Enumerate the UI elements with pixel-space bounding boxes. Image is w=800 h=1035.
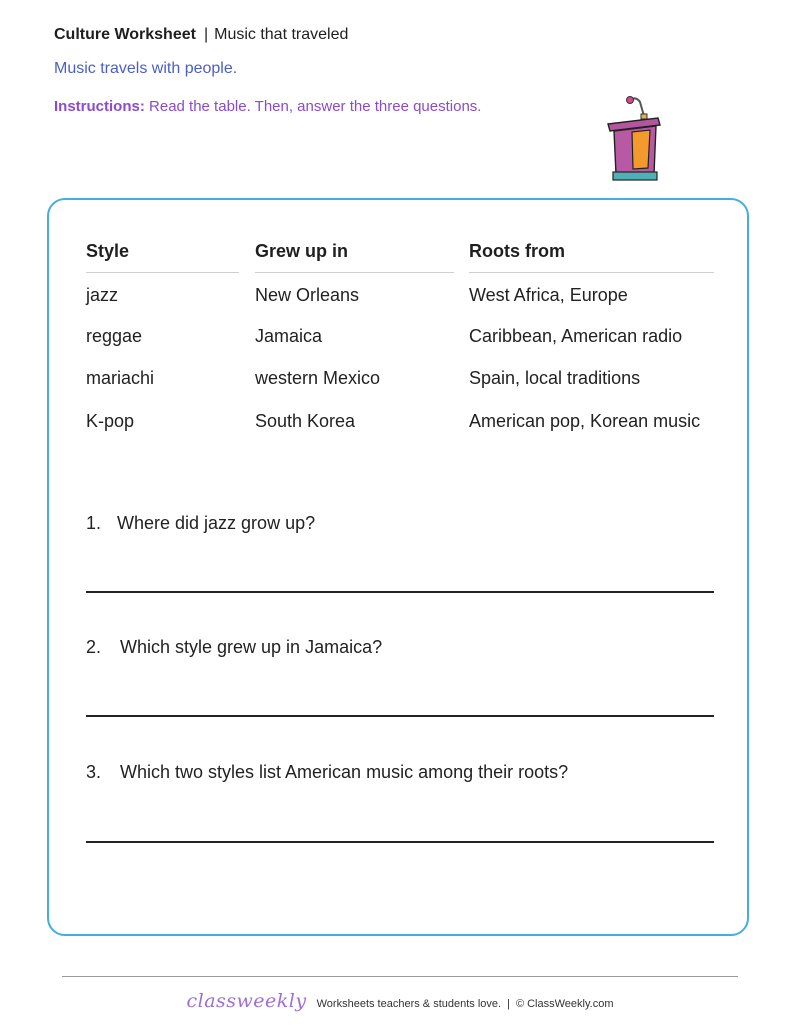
question-number: 2. [86,637,102,657]
podium-icon [600,94,664,182]
footer-copyright: © ClassWeekly.com [515,998,614,1010]
worksheet-type: Culture Worksheet [54,26,196,43]
table-cell: American pop, Korean music [469,411,701,431]
table-cell: mariachi [86,368,155,388]
instructions [54,98,481,115]
table-cell: jazz [86,285,119,305]
column-header-rule [86,272,239,273]
question-number: 3. [86,762,102,782]
column-header-grew-up-in: Grew up in [255,241,349,261]
footer [0,990,800,1012]
table-cell: Caribbean, American radio [469,326,683,346]
answer-line-3[interactable] [86,841,714,843]
table-cell: Spain, local traditions [469,368,641,388]
table-cell: western Mexico [255,368,381,388]
footer-tagline: Worksheets teachers & students love. [316,998,502,1010]
footer-separator: | [507,998,510,1010]
column-header-rule [255,272,454,273]
instructions-text: Read the table. Then, answer the three questions. [149,98,482,115]
question-1 [86,513,315,534]
instructions-label: Instructions: [54,98,145,115]
worksheet-topic: Music that traveled [214,26,349,43]
table-cell: reggae [86,326,143,346]
question-number: 1. [86,513,102,533]
header-separator: | [203,26,209,43]
subtitle: Music travels with people. [54,60,238,77]
answer-line-2[interactable] [86,715,714,717]
worksheet-header [54,26,348,44]
worksheet-card [47,198,749,936]
question-3 [86,762,568,783]
table-cell: Jamaica [255,326,323,346]
column-header-roots-from: Roots from [469,241,565,261]
table-cell: K-pop [86,411,135,431]
table-cell: New Orleans [255,285,360,305]
column-header-style: Style [86,241,130,261]
table-cell: South Korea [255,411,356,431]
brand-logo: classweekly [186,990,307,1012]
question-text: Where did jazz grow up? [117,513,316,533]
answer-line-1[interactable] [86,591,714,593]
question-text: Which style grew up in Jamaica? [120,637,383,657]
table-cell: West Africa, Europe [469,285,628,305]
question-text: Which two styles list American music among their roots? [120,762,569,782]
question-2 [86,637,382,658]
column-header-rule [469,272,714,273]
footer-rule [62,976,738,977]
